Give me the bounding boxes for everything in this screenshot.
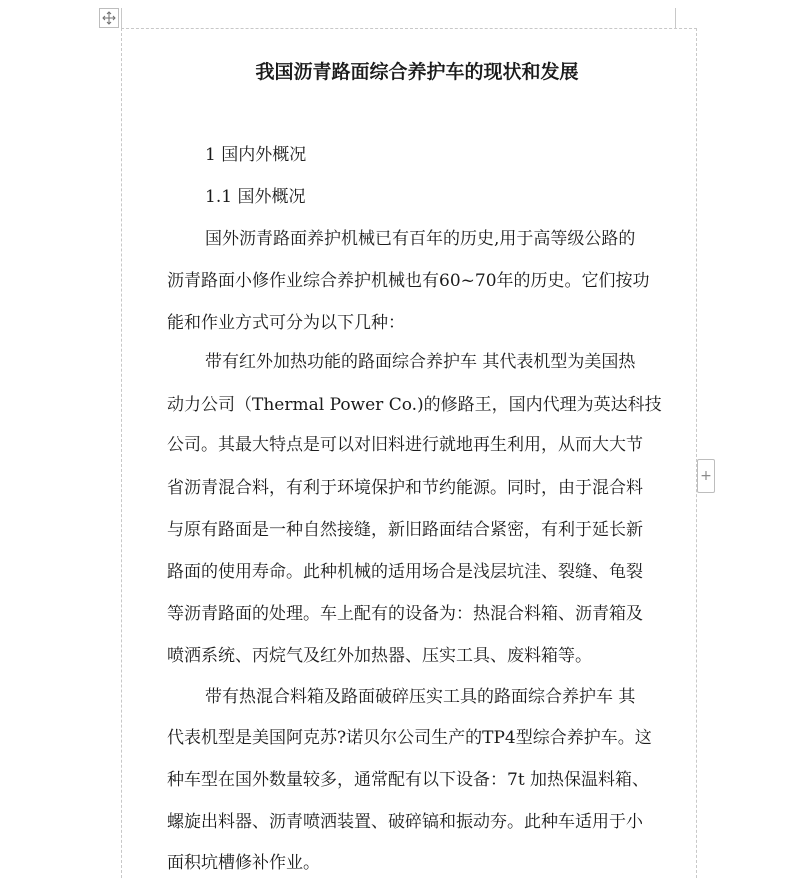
paragraph-line: 能和作业方式可分为以下几种：	[167, 313, 405, 333]
section-heading: 1 国内外概况	[205, 145, 307, 165]
subsection-heading: 1.1 国外概况	[205, 187, 306, 207]
paragraph-line: 国外沥青路面养护机械已有百年的历史,用于高等级公路的	[205, 229, 636, 249]
crop-mark-top-left	[121, 8, 122, 28]
paragraph-line: 省沥青混合料，有利于环境保护和节约能源。同时，由于混合料	[167, 478, 643, 498]
paragraph-line: 带有红外加热功能的路面综合养护车 其代表机型为美国热	[205, 352, 636, 372]
paragraph-line: 种车型在国外数量较多，通常配有以下设备：7t 加热保温料箱、	[167, 770, 650, 790]
plus-icon: +	[700, 468, 712, 484]
add-column-button[interactable]	[697, 459, 715, 493]
paragraph-line: 带有热混合料箱及路面破碎压实工具的路面综合养护车 其	[205, 687, 636, 707]
move-arrows-icon	[102, 11, 116, 25]
crop-mark-top-right	[675, 8, 676, 28]
paragraph-line: 代表机型是美国阿克苏?诺贝尔公司生产的TP4型综合养护车。这	[167, 728, 652, 748]
paragraph-line: 等沥青路面的处理。车上配有的设备为：热混合料箱、沥青箱及	[167, 604, 643, 624]
table-move-handle[interactable]	[99, 8, 119, 28]
paragraph-line: 沥青路面小修作业综合养护机械也有60~70年的历史。它们按功	[167, 271, 650, 291]
paragraph-line: 面积坑槽修补作业。	[167, 853, 320, 873]
paragraph-line: 路面的使用寿命。此种机械的适用场合是浅层坑洼、裂缝、龟裂	[167, 562, 643, 582]
paragraph-line: 螺旋出料器、沥青喷洒装置、破碎镐和振动夯。此种车适用于小	[167, 812, 643, 832]
paragraph-line: 喷洒系统、丙烷气及红外加热器、压实工具、废料箱等。	[167, 646, 592, 666]
paragraph-line: 公司。其最大特点是可以对旧料进行就地再生利用，从而大大节	[167, 435, 643, 455]
paragraph-line: 动力公司（Thermal Power Co.)的修路王，国内代理为英达科技	[167, 395, 662, 415]
paragraph-line: 与原有路面是一种自然接缝，新旧路面结合紧密，有利于延长新	[167, 520, 643, 540]
document-title: 我国沥青路面综合养护车的现状和发展	[255, 61, 579, 83]
